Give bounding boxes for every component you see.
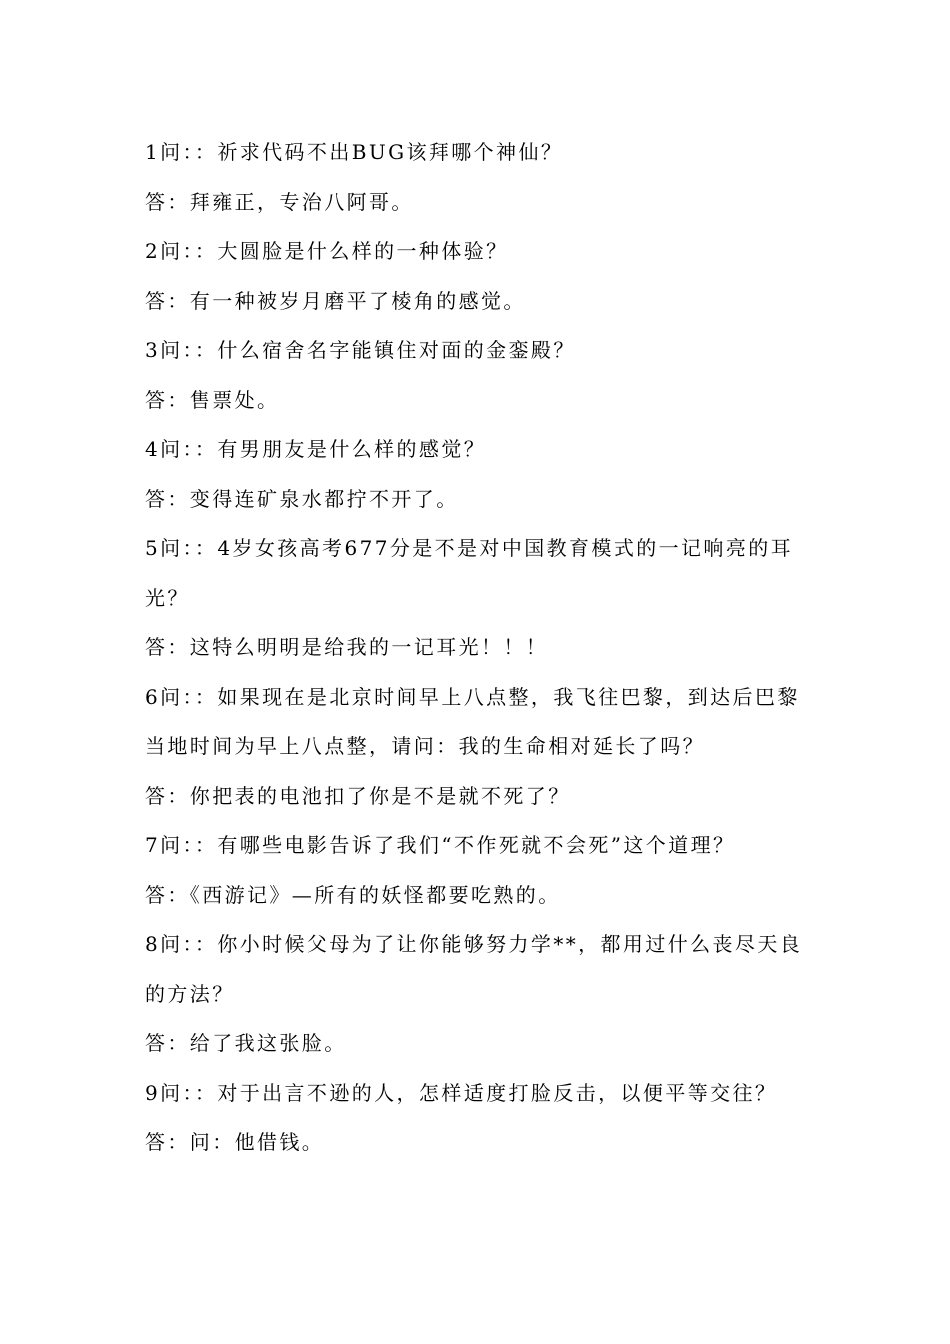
answer-8: 答：给了我这张脸。 <box>145 1031 347 1055</box>
question-9: 9问：：对于出言不逊的人，怎样适度打脸反击，以便平等交往？ <box>145 1080 778 1105</box>
question-5: 5问：：4岁女孩高考677分是不是对中国教育模式的一记响亮的耳光？ <box>145 536 794 610</box>
answer-1: 答：拜雍正，专治八阿哥。 <box>145 189 414 214</box>
answer-3: 答：售票处。 <box>145 387 280 412</box>
answer-5: 答：这特么明明是给我的一记耳光！！！ <box>145 635 549 659</box>
question-2: 2问：：大圆脸是什么样的一种体验？ <box>145 239 509 263</box>
question-1: 1问：：祈求代码不出BUG该拜哪个神仙？ <box>145 140 564 164</box>
answer-7: 答：《西游记》—所有的妖怪都要吃熟的。 <box>145 882 561 907</box>
question-8: 8问：：你小时候父母为了让你能够努力学**，都用过什么丧尽天良的方法？ <box>145 932 803 1006</box>
answer-9: 答：问：他借钱。 <box>145 1130 325 1154</box>
answer-2: 答：有一种被岁月磨平了棱角的感觉。 <box>145 288 526 313</box>
question-6: 6问：：如果现在是北京时间早上八点整，我飞往巴黎，到达后巴黎当地时间为早上八点整，请问：我的生命相对延长了吗？ <box>145 684 800 758</box>
answer-4: 答：变得连矿泉水都拧不开了。 <box>145 486 459 511</box>
question-4: 4问：：有男朋友是什么样的感觉？ <box>145 437 487 461</box>
question-7: 7问：：有哪些电影告诉了我们“不作死就不会死”这个道理？ <box>145 833 736 857</box>
question-3: 3问：：什么宿舍名字能镇住对面的金銮殿？ <box>145 338 576 362</box>
answer-6: 答：你把表的电池扣了你是不是就不死了？ <box>145 783 571 808</box>
document-body <box>145 128 813 1168</box>
